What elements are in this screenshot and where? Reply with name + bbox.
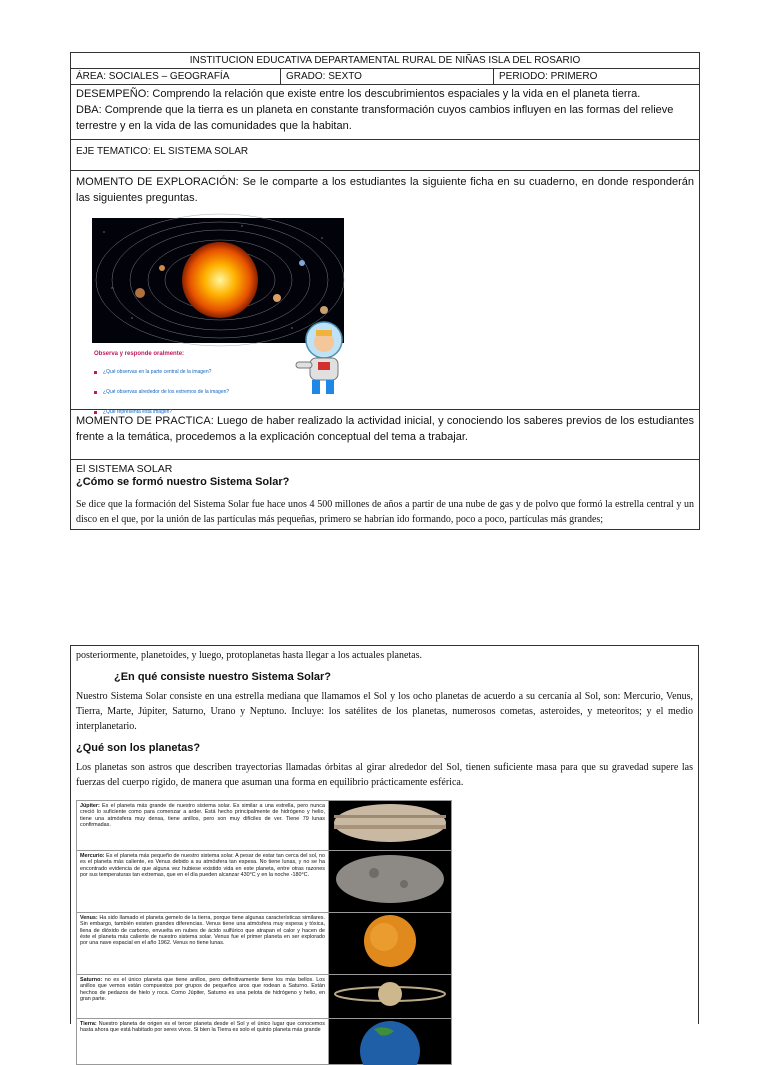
period-cell: PERIODO: PRIMERO — [494, 69, 700, 85]
observe-title: Observa y responde oralmente: — [94, 351, 185, 357]
consiste-paragraph: Nuestro Sistema Solar consiste en una estrella mediana que llamamos el Sol y los ocho planetas de acuerdo a su cercanía al Sol, son: Mercurio, Venus, Tierra, Marte, Júpiter, Saturno, Urano y Neptuno. Incluye: los satélites de los planetas, numerosos cometas, asteroides, y meteoritos; y el medio interplanetario. — [76, 691, 693, 732]
planet-row — [77, 975, 452, 1019]
exploration-cell — [71, 171, 700, 415]
planet-row — [77, 913, 452, 975]
planet-description: Mercurio: Es el planeta más pequeño de nuestro sistema solar. A pesar de estar tan cerca del sol, no es el planeta más caliente, es Venus debido a su atmósfera tan espesa. No tiene lunas, y no se ha encontrado evidencia de que alguna vez hubiese existido vida en este planeta, entre otras razones por sus temperaturas tan extremas, que en el día pueden alcanzar 430°C y en la noche -180°C. — [77, 851, 329, 913]
worksheet-page-1 — [70, 52, 699, 530]
jupiter-image — [329, 801, 452, 851]
solar-system-card — [82, 218, 342, 415]
topic-cell — [71, 460, 700, 530]
worksheet-table — [70, 52, 700, 530]
bullet-icon — [94, 411, 97, 414]
planetas-heading: ¿Qué son los planetas? — [76, 742, 201, 754]
formation-answer: Se dice que la formación del Sistema Solar fue hace unos 4 500 millones de años a partir de una nube de gas y de polvo que formó la estrella central y un disco en el que, por la unión de las partículas más pequeñas, primero se habrían ido formando, poco a poco, partículas más grandes; — [76, 499, 695, 525]
planet-description: Saturno: no es el único planeta que tiene anillos, pero definitivamente tiene los más bellos. Los anillos que vemos están compuestos por grupos de pequeños aros que rodean a Saturno. Están hechos de pedazos de hielo y roca. Como Júpiter, Saturno es una pelota de hidrógeno y helio, en gran parte. — [77, 975, 329, 1019]
topic-title: El SISTEMA SOLAR — [76, 463, 173, 475]
planet-row — [77, 801, 452, 851]
formation-question: ¿Cómo se formó nuestro Sistema Solar? — [76, 476, 290, 488]
planet-description: Venus: Ha sido llamado el planeta gemelo de la tierra, porque tiene algunas características similares. Sin embargo, también existen grandes diferencias. Venus tiene una atmósfera muy espesa y tóxica, llena de dióxido de carbono, envuelta en nubes de ácido sulfúrico que atrapan el calor y hacen de éste el planeta más caliente de nuestro sistema solar. Venus fue el primer planeta en ser explorado por una nave espacial en el año 1962. Venus no tiene lunas. — [77, 913, 329, 975]
dba-text: DBA: Comprende que la tierra es un planeta en constante transformación cuyos cambios influyen en las formas del relieve terrestre y en la vida de las comunidades que la habitan. — [76, 104, 674, 132]
venus-image — [329, 913, 452, 975]
mercury-image — [329, 851, 452, 913]
astronaut-illustration — [282, 318, 352, 398]
bullet-icon — [94, 371, 97, 374]
institution-title: INSTITUCION EDUCATIVA DEPARTAMENTAL RURAL DE NIÑAS ISLA DEL ROSARIO — [71, 53, 700, 69]
consiste-heading: ¿En qué consiste nuestro Sistema Solar? — [114, 671, 331, 683]
observe-question: ¿Qué observas alrededor de los extremos de la imagen? — [94, 386, 279, 399]
planets-table — [76, 800, 452, 1065]
eje-cell: EJE TEMATICO: EL SISTEMA SOLAR — [71, 140, 700, 171]
earth-image — [329, 1019, 452, 1065]
planet-description: Júpiter: Es el planeta más grande de nuestro sistema solar. Es similar a una estrella, pero nunca creció lo suficiente como para comenzar a arder. Está hecho principalmente de hidrógeno y helio, tiene una atmósfera muy densa, tiene anillos, pero son muy difíciles de ver. Tiene 79 lunas confirmadas. — [77, 801, 329, 851]
grade-cell: GRADO: SEXTO — [281, 69, 494, 85]
competencies-cell — [71, 85, 700, 140]
practice-text: MOMENTO DE PRACTICA: Luego de haber realizado la actividad inicial, y conociendo los saberes previos de los estudiantes frente a la temática, procedemos a la explicación conceptual del tema a trabajar. — [76, 415, 695, 443]
worksheet-page-2 — [70, 645, 699, 1034]
saturn-image — [329, 975, 452, 1019]
planet-description: Tierra: Nuestro planeta de origen es el tercer planeta desde el Sol y el único lugar que conocemos hasta ahora que está habitado por seres vivos. Si bien la Tierra es solo el quinto planeta más grande — [77, 1019, 329, 1065]
planetas-paragraph: Los planetas son astros que describen trayectorias llamadas órbitas al girar alrededor del Sol, tienen suficiente masa para que su gravedad supere las fuerzas del cuerpo rígido, de manera que asuman una forma en equilibrio prácticamente esférica. — [76, 762, 693, 788]
bullet-icon — [94, 391, 97, 394]
observe-question: ¿Qué observas en la parte central de la imagen? — [94, 366, 279, 379]
planet-row — [77, 1019, 452, 1065]
area-cell: ÁREA: SOCIALES – GEOGRAFÍA — [71, 69, 281, 85]
exploration-text: MOMENTO DE EXPLORACIÓN: Se le comparte a los estudiantes la siguiente ficha en su cuaderno, en donde responderán las siguientes preguntas. — [76, 176, 695, 204]
planet-row — [77, 851, 452, 913]
desempeno-text: DESEMPEÑO: Comprendo la relación que existe entre los descubrimientos espaciales y la vida en el planeta tierra. — [76, 88, 641, 100]
formation-answer-continued: posteriormente, planetoides, y luego, protoplanetas hasta llegar a los actuales planetas. — [76, 650, 422, 661]
observe-questions — [94, 348, 279, 426]
observe-question: ¿Qué representa esta imagen? — [94, 406, 279, 419]
